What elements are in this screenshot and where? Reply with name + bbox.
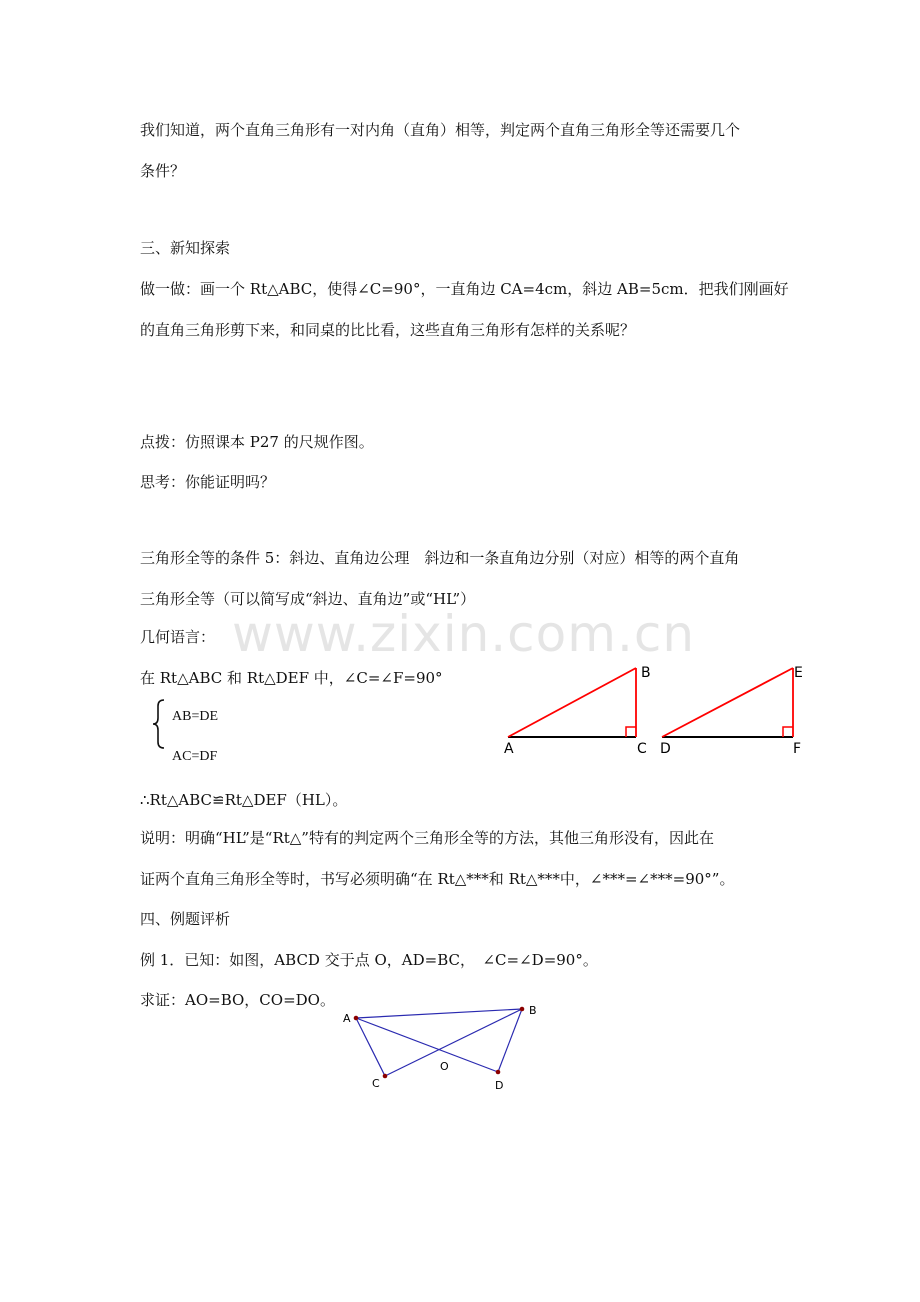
label-a: A bbox=[343, 1012, 351, 1025]
label-c: C bbox=[637, 741, 647, 757]
brace-icon bbox=[152, 698, 166, 750]
paragraph-hint: 点拨：仿照课本 P27 的尺规作图。 bbox=[140, 433, 374, 451]
paragraph-intro-cont: 条件？ bbox=[140, 162, 186, 180]
condition-ab-de: AB=DE bbox=[172, 709, 219, 724]
paragraph-theorem: 三角形全等的条件 5：斜边、直角边公理 斜边和一条直角边分别（对应）相等的两个直角 bbox=[140, 549, 740, 567]
statement-conclusion: ∴Rt△ABC≌Rt△DEF（HL）。 bbox=[140, 791, 348, 809]
crossing-segments-figure bbox=[330, 998, 550, 1098]
label-o: O bbox=[440, 1060, 449, 1073]
statement-given: 在 Rt△ABC 和 Rt△DEF 中，∠C=∠F=90° bbox=[140, 669, 443, 687]
label-a: A bbox=[504, 741, 514, 757]
right-triangles-figure bbox=[500, 660, 820, 760]
paragraph-theorem-cont: 三角形全等（可以简写成“斜边、直角边”或“HL”） bbox=[140, 590, 476, 608]
paragraph-note: 说明：明确“HL”是“Rt△”特有的判定两个三角形全等的方法，其他三角形没有，因此在 bbox=[140, 829, 714, 847]
label-b: B bbox=[529, 1004, 537, 1017]
label-c: C bbox=[372, 1077, 380, 1090]
paragraph-intro: 我们知道，两个直角三角形有一对内角（直角）相等，判定两个直角三角形全等还需要几个 bbox=[140, 121, 741, 139]
paragraph-think: 思考：你能证明吗？ bbox=[140, 473, 276, 491]
paragraph-activity-cont: 的直角三角形剪下来，和同桌的比比看，这些直角三角形有怎样的关系呢？ bbox=[140, 321, 636, 339]
label-b: B bbox=[641, 665, 651, 681]
example-1-given: 例 1．已知：如图，ABCD 交于点 O，AD=BC， ∠C=∠D=90°。 bbox=[140, 951, 598, 969]
paragraph-note-cont: 证两个直角三角形全等时，书写必须明确“在 Rt△***和 Rt△***中，∠***=∠***=90°”。 bbox=[140, 870, 735, 888]
paragraph-activity: 做一做：画一个 Rt△ABC，使得∠C=90°，一直角边 CA=4cm，斜边 AB=5cm．把我们刚画好 bbox=[140, 280, 789, 298]
watermark: www.zixin.com.cn bbox=[232, 605, 696, 663]
label-geometry-language: 几何语言： bbox=[140, 628, 216, 646]
section-heading-new-knowledge: 三、新知探索 bbox=[140, 239, 231, 257]
label-e: E bbox=[794, 665, 803, 681]
example-1-prove: 求证：AO=BO，CO=DO。 bbox=[140, 991, 335, 1009]
section-heading-examples: 四、例题评析 bbox=[140, 910, 231, 928]
label-d: D bbox=[660, 741, 671, 757]
label-d: D bbox=[495, 1079, 504, 1092]
label-f: F bbox=[793, 741, 802, 757]
condition-ac-df: AC=DF bbox=[172, 749, 218, 764]
